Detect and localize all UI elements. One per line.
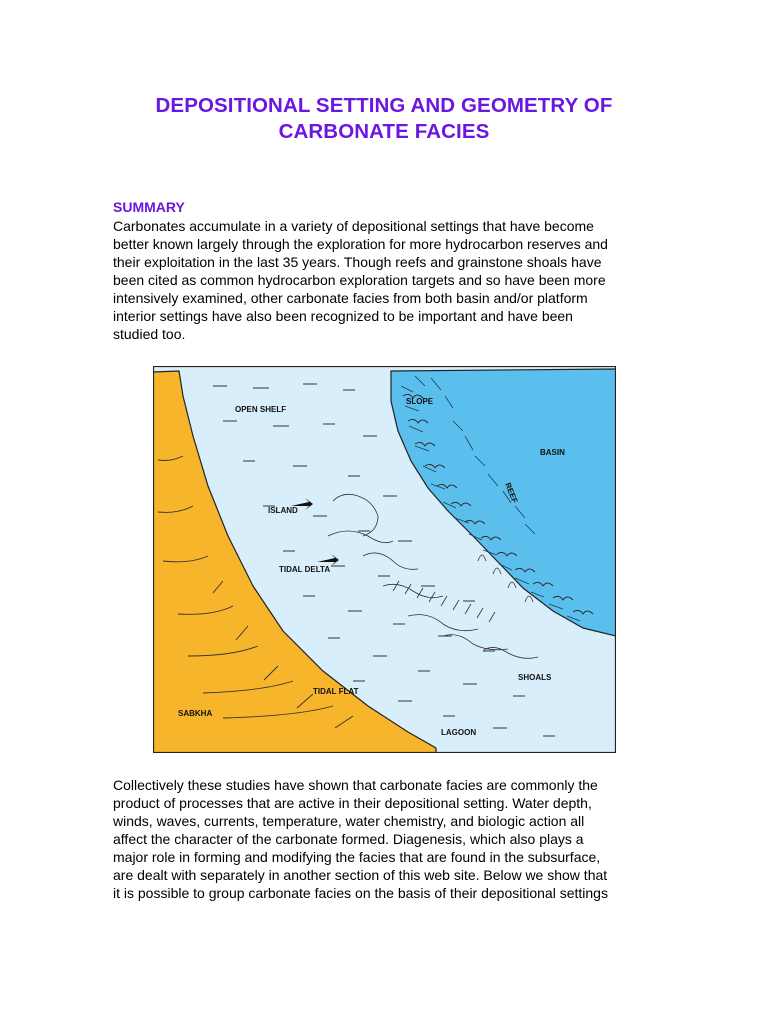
page-title-line-1: DEPOSITIONAL SETTING AND GEOMETRY OF bbox=[155, 94, 613, 117]
label-tidal-flat: TIDAL FLAT bbox=[313, 687, 359, 696]
label-reef: REEF bbox=[503, 481, 520, 505]
summary-line: better known largely through the exploration for more hydrocarbon reserves and bbox=[113, 236, 608, 252]
summary-heading: SUMMARY bbox=[113, 199, 185, 215]
label-basin: BASIN bbox=[540, 448, 565, 457]
page-title-line-2: CARBONATE FACIES bbox=[278, 120, 490, 143]
label-open-shelf: OPEN SHELF bbox=[235, 405, 287, 414]
summary-line: been cited as common hydrocarbon exploration targets and so have been more bbox=[113, 272, 606, 288]
body-paragraph bbox=[113, 776, 653, 902]
summary-line: interior settings have also been recognized to be important and have been bbox=[113, 308, 573, 324]
label-island: ISLAND bbox=[268, 506, 298, 515]
label-shoals: SHOALS bbox=[518, 673, 552, 682]
label-tidal-delta: TIDAL DELTA bbox=[279, 565, 331, 574]
body-line: major role in forming and modifying the facies that are found in the subsurface, bbox=[113, 849, 601, 865]
summary-line: Carbonates accumulate in a variety of depositional settings that have become bbox=[113, 218, 594, 234]
label-sabkha: SABKHA bbox=[178, 709, 213, 718]
body-line: winds, waves, currents, temperature, water chemistry, and biologic action all bbox=[113, 813, 585, 829]
body-line: product of processes that are active in their depositional setting. Water depth, bbox=[113, 795, 592, 811]
carbonate-facies-diagram bbox=[153, 366, 616, 753]
page-title bbox=[0, 93, 768, 145]
summary-line: studied too. bbox=[113, 326, 186, 342]
body-line: affect the character of the carbonate formed. Diagenesis, which also plays a bbox=[113, 831, 584, 847]
summary-line: their exploitation in the last 35 years. Though reefs and grainstone shoals have bbox=[113, 254, 602, 270]
summary-paragraph bbox=[113, 217, 653, 343]
body-line: it is possible to group carbonate facies on the basis of their depositional settings bbox=[113, 885, 608, 901]
body-line: Collectively these studies have shown that carbonate facies are commonly the bbox=[113, 777, 598, 793]
body-line: are dealt with separately in another section of this web site. Below we show that bbox=[113, 867, 608, 883]
summary-line: intensively examined, other carbonate facies from both basin and/or platform bbox=[113, 290, 588, 306]
label-lagoon: LAGOON bbox=[441, 728, 477, 737]
label-slope: SLOPE bbox=[406, 397, 434, 406]
